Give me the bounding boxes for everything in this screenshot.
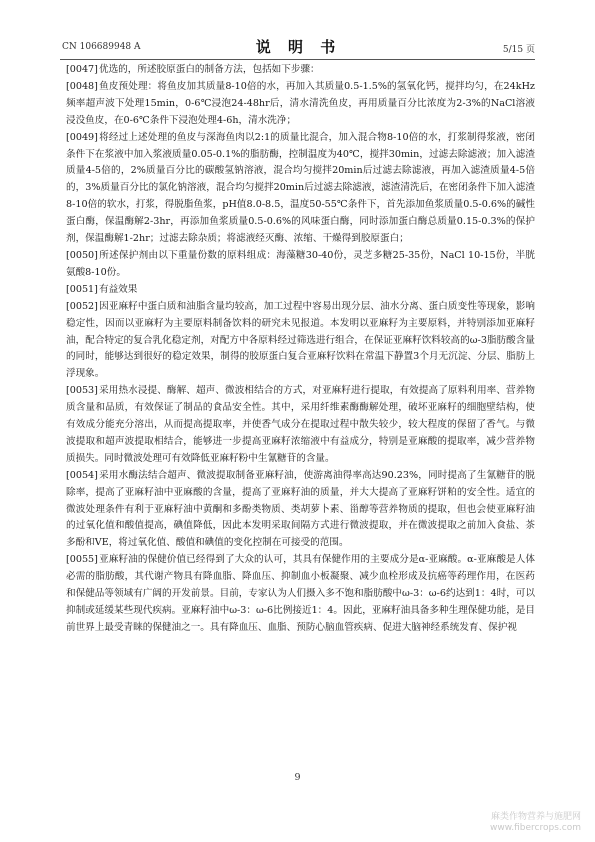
paragraph-0053	[66, 383, 535, 468]
paragraph-text: 将经过上述处理的鱼皮与深海鱼肉以2:1的质量比混合，加入混合物8-10倍的水，打浆制得浆液，密闭条件下在浆液中加入浆液质量0.05-0.1%的脂肪酶，控制温度为40℃，搅拌30min，过滤去除滤液；加入滤渣质量4-5倍的，2%质量百分比的碳酸氢钠溶液，混合均匀搅拌20min后过滤去除滤液，再加入滤渣质量4-5倍的，3%质量百分比的氯化钠溶液，混合均匀搅拌20min后过滤去除滤液，滤渣清洗后，在密闭条件下加入滤渣8-10倍的软水，打浆，得脱脂鱼浆，pH值8.0-8.5，温度50-55℃条件下，首先添加鱼浆质量0.5-0.6%的碱性蛋白酶，保温酶解2-3hr，再添加鱼浆质量0.5-0.6%的风味蛋白酶，同时添加蛋白酶总质量0.15-0.3%的保护剂，保温酶解1-2hr；过滤去除杂质；将滤液经灭酶、浓缩、干燥得到胶原蛋白；	[66, 131, 535, 245]
paragraph-0050	[66, 248, 535, 282]
paragraph-0049	[66, 130, 535, 248]
document-title: 说 明 书	[255, 38, 342, 56]
paragraph-text: 鱼皮预处理：将鱼皮加其质量8-10倍的水，再加入其质量0.5-1.5%的氢氧化钙，搅拌均匀，在24kHz频率超声波下处理15min，0-6℃浸泡24-48hr后，清水清洗鱼皮，再用质量百分比浓度为2-3%的NaCl溶液浸没鱼皮，在0-6℃条件下浸泡处理4-6h，清水洗净；	[66, 80, 535, 126]
paragraph-number: [0048]	[66, 80, 98, 92]
paragraph-0054	[66, 468, 535, 553]
paragraph-text: 优选的，所述胶原蛋白的制备方法，包括如下步骤：	[99, 64, 320, 75]
paragraph-number: [0052]	[66, 300, 98, 312]
paragraph-text: 因亚麻籽中蛋白质和油脂含量均较高，加工过程中容易出现分层、油水分离、蛋白质变性等现象，影响稳定性，因而以亚麻籽为主要原料制备饮料的研究未见报道。本发明以亚麻籽为主要原料，并特别添加亚麻籽油，配合特定的复合乳化稳定剂，对配方中各原料经过筛选进行组合，在保证亚麻籽饮料较高的ω-3脂肪酸含量的同时，能够达到很好的稳定效果，制得的胶原蛋白复合亚麻籽饮料在常温下静置3个月无沉淀、分层、脂肪上浮现象。	[66, 300, 535, 380]
paragraph-number: [0049]	[66, 131, 98, 143]
section-heading: 有益效果	[99, 283, 138, 295]
paragraph-number: [0054]	[66, 469, 98, 481]
paragraph-0047	[66, 62, 535, 79]
paragraph-number: [0050]	[66, 249, 98, 261]
paragraph-text: 采用热水浸提、酶解、超声、微波相结合的方式，对亚麻籽进行提取，有效提高了原料利用率、营养物质含量和品质，有效保证了制品的食品安全性。其中，采用纤维素酶酶解处理，破坏亚麻籽的细胞壁结构，使有效成分能充分溶出，从而提高提取率，并使香气成分在提取过程中散失较少，较大程度的保留了香气。与微波提取和超声波提取相结合，能够进一步提高亚麻籽浓缩液中有益成分，特别是亚麻酸的提取率，减少营养物质损失。同时微波处理可有效降低亚麻籽粉中生氰糖苷的含量。	[66, 385, 535, 464]
paragraph-0052	[66, 299, 535, 384]
paragraph-text: 亚麻籽油的保健价值已经得到了大众的认可，其具有保健作用的主要成分是α-亚麻酸。α-亚麻酸是人体必需的脂肪酸，其代谢产物具有降血脂、降血压、抑制血小板凝聚、减少血栓形成及抗癌等药理作用，在医药和保健品等领域有广阔的开发前景。目前，专家认为人们摄入多不饱和脂肪酸中ω-3：ω-6约达到1：4时，可以抑制或延缓某些现代疾病。亚麻籽油中ω-3：ω-6比例接近1：4。因此，亚麻籽油具备多种生理保健功能，是目前世界上最受青睐的保健油之一。具有降血压、血脂、预防心脑血管疾病、促进大脑神经系统发育、保护视	[66, 554, 535, 633]
paragraph-number: [0055]	[66, 554, 98, 566]
document-body	[66, 62, 535, 637]
page-info: 5/15 页	[502, 45, 535, 55]
paragraph-number: [0051]	[66, 283, 98, 295]
paragraph-0055	[66, 552, 535, 637]
publication-number: CN 106689948 A	[62, 42, 141, 52]
paragraph-0048	[66, 79, 535, 130]
paragraph-text: 所述保护剂由以下重量份数的原料组成：海藻糖30-40份，灵芝多糖25-35份，NaCl 10-15份，半胱氨酸8-10份。	[66, 249, 535, 278]
header-rule	[60, 59, 535, 60]
paragraph-text: 采用水酶法结合超声、微波提取制备亚麻籽油，使游离油得率高达90.23%，同时提高了生氰糖苷的脱除率，提高了亚麻籽油中亚麻酸的含量，提高了亚麻籽油的质量，并大大提高了亚麻籽饼粕的安全性。适宜的微波处理条件有利于亚麻籽油中黄酮和多酚类物质、类胡萝卜素、甾醇等营养物质的提取，但也会使亚麻籽油的过氧化值和酸值提高，碘值降低，因此本发明采取间隔方式进行微波提取，并在微波提取之前加入食盐、茶多酚和VE，将过氧化值、酸值和碘值的变化控制在可接受的范围。	[66, 469, 535, 549]
watermark-line-2: www.fibercrops.com	[490, 823, 581, 833]
watermark-line-1: 麻类作物营养与施肥网	[490, 812, 581, 822]
paragraph-number: [0053]	[66, 385, 98, 397]
paragraph-number: [0047]	[66, 64, 98, 75]
page-number: 9	[294, 772, 301, 783]
page-header	[62, 36, 535, 58]
paragraph-0051	[66, 282, 535, 299]
watermark	[490, 812, 581, 834]
